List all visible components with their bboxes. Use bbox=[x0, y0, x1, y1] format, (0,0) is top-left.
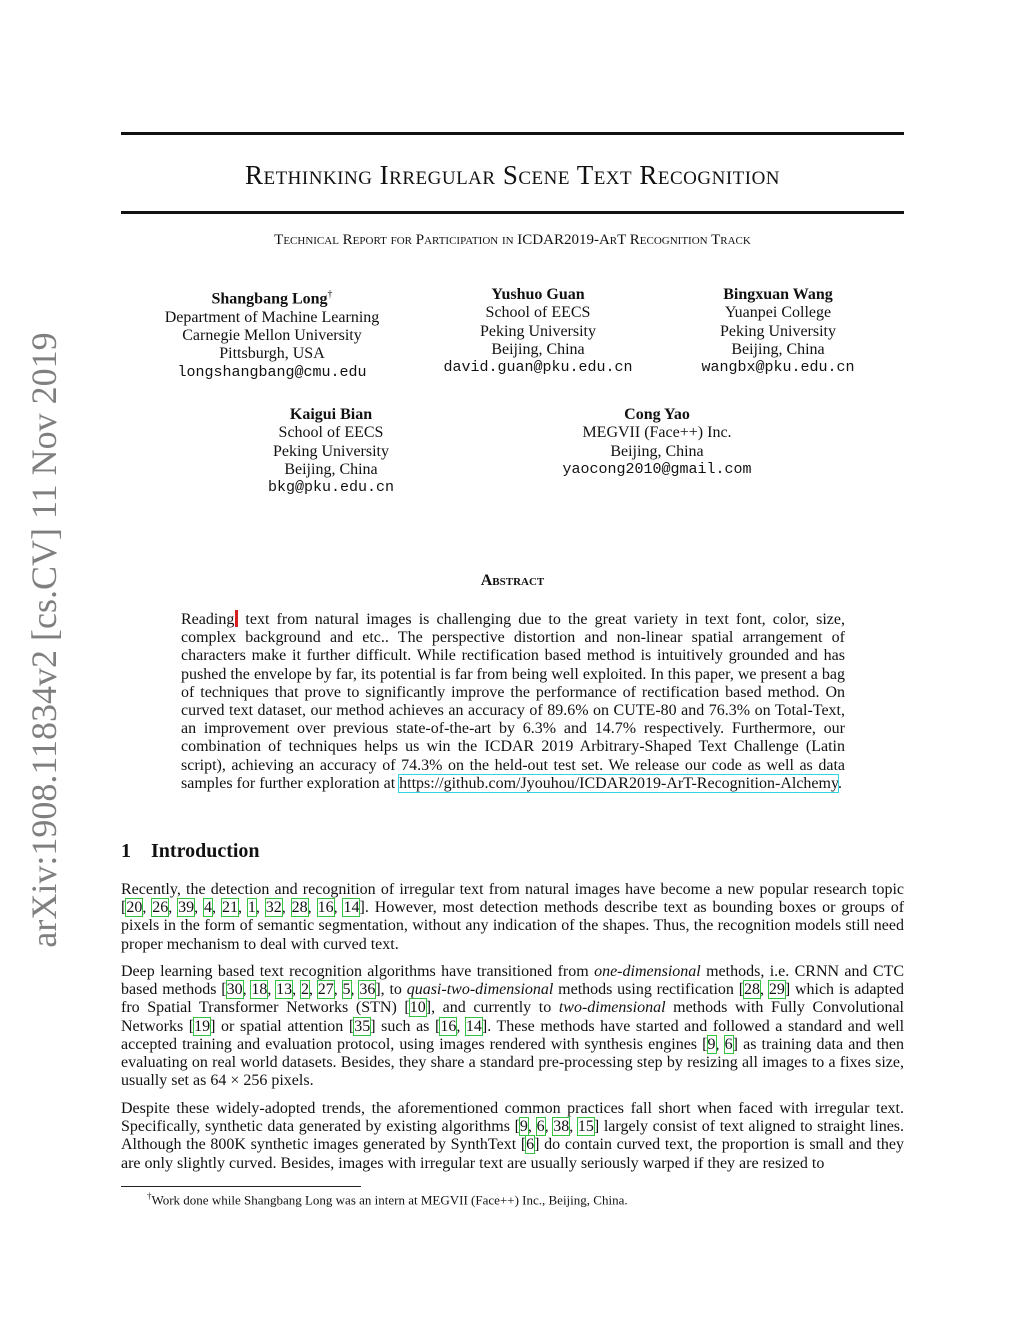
footnote bbox=[147, 1191, 628, 1208]
author-location: Beijing, China bbox=[284, 460, 378, 478]
author-org: Carnegie Mellon University bbox=[182, 326, 362, 344]
citation-link[interactable]: 26 bbox=[152, 899, 169, 917]
author-location: Beijing, China bbox=[610, 442, 704, 460]
author-dept: MEGVII (Face++) Inc. bbox=[582, 424, 732, 442]
author-dept: School of EECS bbox=[485, 304, 591, 322]
citation-link[interactable]: 1 bbox=[247, 899, 256, 917]
paragraph bbox=[121, 1100, 904, 1173]
author-location: Beijing, China bbox=[731, 340, 825, 358]
citation-link[interactable]: 28 bbox=[744, 981, 761, 999]
title-top-rule bbox=[121, 132, 904, 135]
author-dept: Yuanpei College bbox=[724, 304, 832, 322]
author-block bbox=[418, 286, 658, 377]
paper-subtitle: Technical Report for Participation in ICDAR2019-ArT Recognition Track bbox=[274, 232, 751, 248]
citation-link[interactable]: 16 bbox=[317, 899, 334, 917]
para-text: ], to bbox=[375, 981, 407, 999]
footnote-rule bbox=[121, 1186, 361, 1187]
author-email[interactable]: longshangbang@cmu.edu bbox=[177, 363, 367, 381]
footnote-text: Work done while Shangbang Long was an intern at MEGVII (Face++) Inc., Beijing, China. bbox=[151, 1192, 628, 1208]
citation-group bbox=[526, 1136, 534, 1153]
author-name: Yushuo Guan bbox=[491, 286, 585, 303]
abstract-body bbox=[181, 610, 845, 793]
citation-link[interactable]: 14 bbox=[343, 899, 360, 917]
citation-link[interactable]: 19 bbox=[194, 1017, 211, 1035]
citation-link[interactable]: 36 bbox=[359, 981, 376, 999]
citation-link[interactable]: 5 bbox=[342, 981, 351, 999]
abstract-heading: Abstract bbox=[480, 572, 545, 589]
para-text: methods using rectification [ bbox=[553, 981, 745, 999]
paragraph bbox=[121, 963, 904, 1090]
author-dept: School of EECS bbox=[278, 424, 384, 442]
citation-link[interactable]: 10 bbox=[409, 999, 426, 1017]
citation-group bbox=[194, 1018, 210, 1035]
citation-group bbox=[354, 1018, 370, 1035]
para-text: ] largely consist of text aligned to straight lines. Although the 800K synthetic images generated by SynthText [ bbox=[121, 1118, 905, 1154]
paper-title: Rethinking Irregular Scene Text Recognition bbox=[244, 160, 781, 190]
section-heading bbox=[121, 840, 260, 863]
code-link[interactable]: https://github.com/Jyouhou/ICDAR2019-ArT-Recognition-Alchemy bbox=[399, 774, 838, 792]
section-number: 1 bbox=[121, 840, 131, 862]
citation-link[interactable]: 9 bbox=[707, 1035, 716, 1053]
citation-link[interactable]: 9 bbox=[519, 1118, 528, 1136]
citation-link[interactable]: 2 bbox=[300, 981, 309, 999]
citation-link[interactable]: 38 bbox=[553, 1118, 570, 1136]
para-text: methods, i.e. CRNN and CTC based methods [ bbox=[121, 963, 905, 999]
citation-group: 16, 14 bbox=[440, 1017, 482, 1035]
author-name: Shangbang Long bbox=[211, 290, 328, 308]
citation-link[interactable]: 30 bbox=[226, 981, 243, 999]
author-name: Kaigui Bian bbox=[289, 406, 373, 423]
abstract-text: . bbox=[837, 774, 842, 792]
citation-link[interactable]: 16 bbox=[440, 1017, 457, 1035]
citation-link[interactable]: 6 bbox=[536, 1118, 545, 1136]
author-dept: Department of Machine Learning bbox=[164, 308, 380, 326]
footnote-mark: † bbox=[147, 1191, 152, 1201]
author-location: Beijing, China bbox=[491, 340, 585, 358]
author-name: Cong Yao bbox=[624, 406, 690, 423]
citation-group: 9, 6, 38, 15 bbox=[519, 1118, 594, 1136]
author-name: Bingxuan Wang bbox=[723, 286, 833, 303]
author-org: Peking University bbox=[273, 442, 389, 460]
paragraph bbox=[121, 881, 904, 954]
author-email[interactable]: yaocong2010@gmail.com bbox=[562, 460, 752, 478]
para-text: ] as training data and then evaluating on real world datasets. Besides, they share a standard pre-processing step by resizing all images to a fixes size, usually set as 64 × 256 pixels. bbox=[121, 1035, 905, 1090]
para-text: Despite these widely-adopted trends, the aforementioned common practices fall short when faced with irregular text. Specifically, synthetic data generated by existing algorithms [ bbox=[121, 1100, 904, 1136]
author-footnote-mark: † bbox=[327, 289, 333, 300]
citation-link[interactable]: 20 bbox=[126, 899, 143, 917]
citation-link[interactable]: 28 bbox=[291, 899, 308, 917]
para-text: Deep learning based text recognition algorithms have transitioned from bbox=[121, 963, 595, 980]
citation-link[interactable]: 18 bbox=[251, 981, 268, 999]
author-email[interactable]: david.guan@pku.edu.cn bbox=[443, 359, 633, 377]
para-text: methods with Fully Convolutional Networks [ bbox=[121, 999, 905, 1035]
title-bottom-rule bbox=[121, 211, 904, 214]
citation-link[interactable]: 29 bbox=[768, 981, 785, 999]
para-text: ]. These methods have started and followed a standard and well accepted training and evaluation protocol, using images rendered with synthesis engines [ bbox=[121, 1017, 905, 1053]
citation-link[interactable]: 4 bbox=[204, 899, 213, 917]
author-email[interactable]: wangbx@pku.edu.cn bbox=[701, 359, 855, 377]
citation-link[interactable]: 13 bbox=[276, 981, 293, 999]
citation-group: 28, 29 bbox=[744, 981, 785, 999]
citation-link[interactable]: 32 bbox=[265, 899, 282, 917]
author-org: Peking University bbox=[480, 322, 596, 340]
citation-link[interactable]: 6 bbox=[526, 1136, 535, 1154]
citation-link[interactable]: 35 bbox=[354, 1017, 371, 1035]
citation-link[interactable]: 15 bbox=[577, 1118, 594, 1136]
para-text: ] such as [ bbox=[370, 1017, 441, 1035]
citation-group: 20, 26, 39, 4, 21, 1, 32, 28, 16, 14 bbox=[126, 899, 360, 917]
abstract-text: Reading bbox=[181, 611, 235, 628]
para-text: ]. However, most detection methods describe text as bounding boxes or groups of pixels in the form of semantic segmentation, without any indication of the shapes. Thus, the recognition models still need proper mechanism to deal with curved text. bbox=[121, 899, 905, 953]
para-text: ] do contain curved text, the proportion is small and they are only slightly curved. Besides, images with irregular text are usually seriously warped if they are resized to bbox=[121, 1136, 905, 1172]
citation-link[interactable]: 6 bbox=[724, 1035, 733, 1053]
citation-group: 9, 6 bbox=[707, 1035, 733, 1053]
citation-link[interactable]: 14 bbox=[465, 1017, 482, 1035]
para-emphasis: one-dimensional bbox=[594, 963, 701, 980]
para-text: ] or spatial attention [ bbox=[210, 1017, 355, 1035]
para-emphasis: two-dimensional bbox=[558, 999, 666, 1017]
section-title: Introduction bbox=[151, 840, 260, 862]
citation-group: 30, 18, 13, 2, 27, 5, 36 bbox=[226, 981, 376, 999]
citation-link[interactable]: 39 bbox=[178, 899, 195, 917]
citation-link[interactable]: 27 bbox=[317, 981, 334, 999]
para-emphasis: quasi-two-dimensional bbox=[406, 981, 554, 999]
arxiv-identifier: arXiv:1908.11834v2 [cs.CV] 11 Nov 2019 bbox=[24, 332, 64, 948]
author-block bbox=[241, 406, 421, 497]
para-text: ], and currently to bbox=[425, 999, 559, 1017]
author-email[interactable]: bkg@pku.edu.cn bbox=[267, 479, 395, 497]
author-location: Pittsburgh, USA bbox=[219, 345, 325, 363]
citation-link[interactable]: 21 bbox=[221, 899, 238, 917]
author-org: Peking University bbox=[720, 322, 836, 340]
author-block bbox=[668, 286, 888, 377]
para-text: ] which is adapted fro Spatial Transformer Networks (STN) [ bbox=[121, 981, 905, 1017]
abstract-text: text from natural images is challenging due to the great variety in text font, color, size, complex background and etc.. The perspective distortion and non-linear spatial arrangement of characters make it further difficult. While rectification based method is intuitively grounded and has pushed the envelope by far, its potential is far from being well exploited. In this paper, we present a bag of techniques that prove to significantly improve the performance of rectification based method. On curved text dataset, our method achieves an accuracy of 89.6% on CUTE-80 and 76.3% on Total-Text, an improvement over previous state-of-the-art by 6.3% and 14.7% respectively. Furthermore, our combination of techniques helps us win the ICDAR 2019 Arbitrary-Shaped Text Challenge (Latin script), achieving an accuracy of 74.3% on the held-out test set. We release our code as well as data samples for further exploration at bbox=[181, 611, 845, 792]
author-block bbox=[152, 286, 392, 382]
author-block bbox=[537, 406, 777, 479]
citation-group bbox=[410, 999, 426, 1016]
para-text: Recently, the detection and recognition of irregular text from natural images have become a new popular research topic [ bbox=[121, 881, 904, 917]
